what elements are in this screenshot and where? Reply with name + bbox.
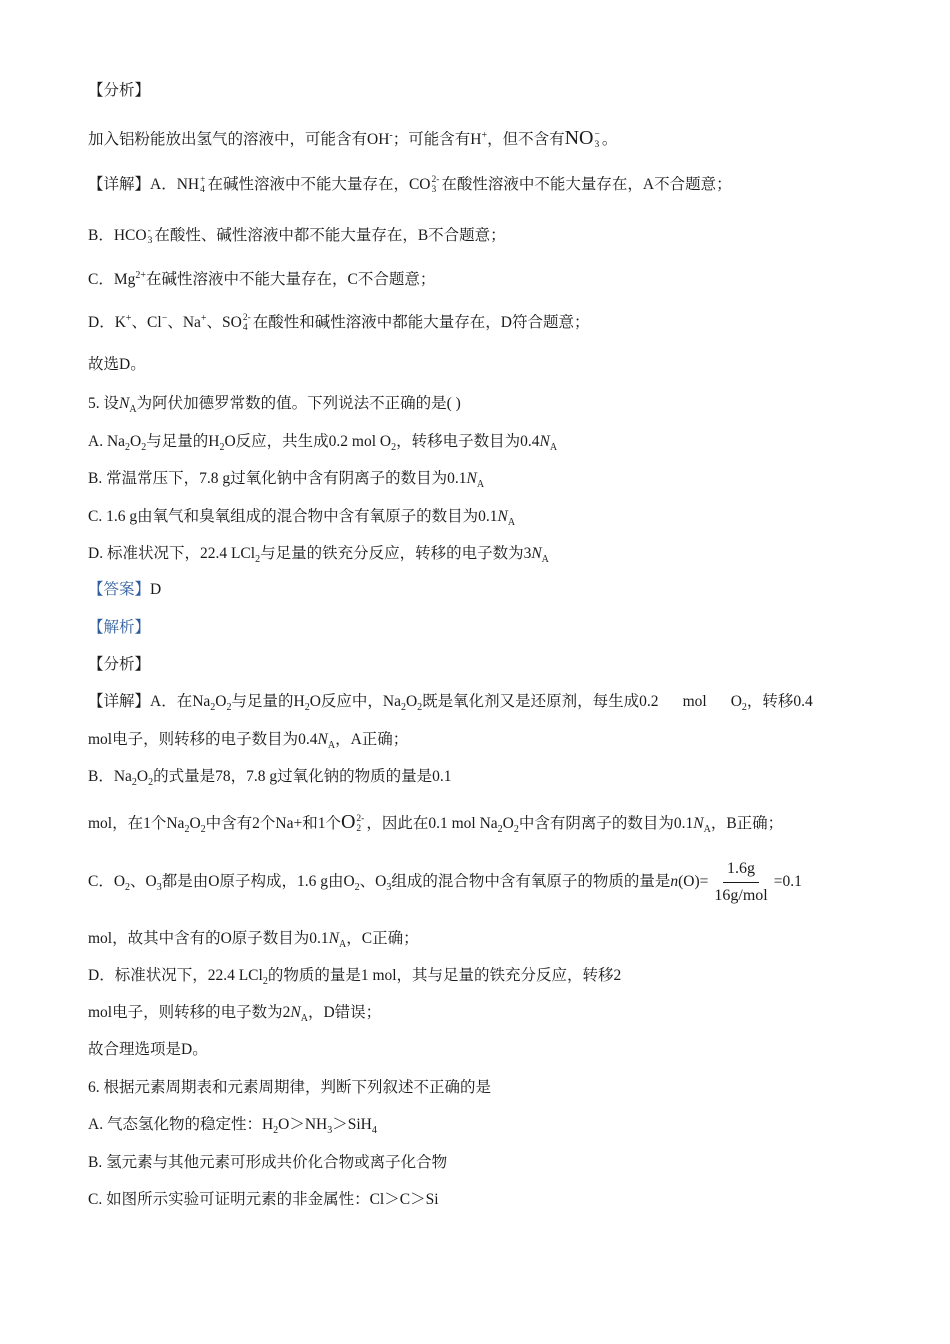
question-5-stem: 5. 设$N_A$为阿伏加德罗常数的值。下列说法不正确的是( ) bbox=[88, 395, 461, 416]
q5-detail-b-line-1: B．$Na_2O_2$的式量是78，7.8 g过氧化钠的物质的量是0.1 bbox=[88, 768, 452, 789]
analysis-text: 加入铝粉能放出氢气的溶液中，可能含有OH-；可能含有H+，但不含有NO − 3 。 bbox=[88, 127, 618, 151]
q5-detail-d-line-2: mol电子，则转移的电子数为$2N_A$，D错误； bbox=[88, 1004, 382, 1025]
answer-line bbox=[88, 579, 161, 601]
q5-detail-a-line-1: 【详解】A．在$Na_2O_2$与足量的$H_2O$反应中，$Na_2O_2$既是氧化剂又是还原剂，每生成0.2 mol $O_2$，转移0.4 bbox=[88, 693, 813, 714]
detail-line-a: 【详解】A．NH + 4 在碱性溶液中不能大量存在，CO 2- 3 在酸性溶液中不能大量存在，A不合题意； bbox=[88, 175, 732, 196]
peroxide-ion: O bbox=[340, 811, 356, 833]
question-6-option-c: C. 如图所示实验可证明元素的非金属性：Cl＞C＞Si bbox=[88, 1191, 439, 1208]
question-6-stem: 6. 根据元素周期表和元素周期律，判断下列叙述不正确的是 bbox=[88, 1079, 492, 1096]
question-5-option-c: C. 1.6 g由氧气和臭氧组成的混合物中含有氧原子的数目为$0.1N_A$ bbox=[88, 508, 516, 529]
molar-fraction: $\frac{1.6g}{\text{16g/mol}}$ bbox=[714, 859, 768, 904]
conclusion-1: 故选D。 bbox=[88, 356, 146, 373]
answer-value: D bbox=[150, 581, 162, 598]
answer-label: 【答案】 bbox=[88, 581, 151, 598]
analysis-heading-2: 【分析】 bbox=[88, 656, 151, 673]
question-5-option-b: B. 常温常压下，7.8 g过氧化钠中含有阴离子的数目为$0.1N_A$ bbox=[88, 470, 485, 491]
q5-detail-d-line-1: D．标准状况下，22.4 LCl$_2$的物质的量是1 mol，其与足量的铁充分反应，转移2 bbox=[88, 967, 622, 988]
q5-detail-c-line-1: C．$O_2$、$O_3$都是由O原子构成，1.6 g由$O_2$、$O_3$组成的混合物中含有氧原子的物质的量是n(O)= $\frac{1.6g}{\text{16g/mol}}$ =0.1 bbox=[88, 859, 802, 904]
detail-line-b: B．HCO - 3 在酸性、碱性溶液中都不能大量存在，B不合题意； bbox=[88, 226, 506, 247]
detail-line-c: C．$Mg^{2+}$在碱性溶液中不能大量存在，C不合题意； bbox=[88, 269, 436, 288]
analysis-heading: 【分析】 bbox=[88, 82, 151, 99]
question-6-option-a: A. 气态氢化物的稳定性：$H_2O>NH_3>SiH_4$ bbox=[88, 1116, 377, 1137]
q5-detail-b-line-2: mol，在1个$Na_2O_2$中含有2个Na+和1个O 2- 2 ，因此在0.1 mol $Na_2O_2$中含有阴离子的数目为$0.1N_A$，B正确； bbox=[88, 811, 784, 836]
nitrate-ion: NO bbox=[564, 127, 594, 149]
question-5-option-a: A. $Na_2O_2$与足量的$H_2O$反应，共生成0.2 mol $O_2$，转移电子数目为$0.4N_A$ bbox=[88, 433, 558, 454]
question-5-option-d: D. 标准状况下，22.4 LCl$_2$与足量的铁充分反应，转移的电子数为$3N_A$ bbox=[88, 545, 549, 566]
conclusion-2: 故合理选项是D。 bbox=[88, 1041, 208, 1058]
explanation-heading: 【解析】 bbox=[88, 619, 151, 636]
question-6-option-b: B. 氢元素与其他元素可形成共价化合物或离子化合物 bbox=[88, 1154, 448, 1171]
q5-detail-a-line-2: mol电子，则转移的电子数目为$0.4N_A$，A正确； bbox=[88, 731, 409, 752]
q5-detail-c-line-2: mol，故其中含有的O原子数目为$0.1N_A$，C正确； bbox=[88, 930, 419, 951]
detail-line-d: D．K+、Cl−、Na+、SO 2- 4 在酸性和碱性溶液中都能大量存在，D符合题意； bbox=[88, 312, 590, 334]
